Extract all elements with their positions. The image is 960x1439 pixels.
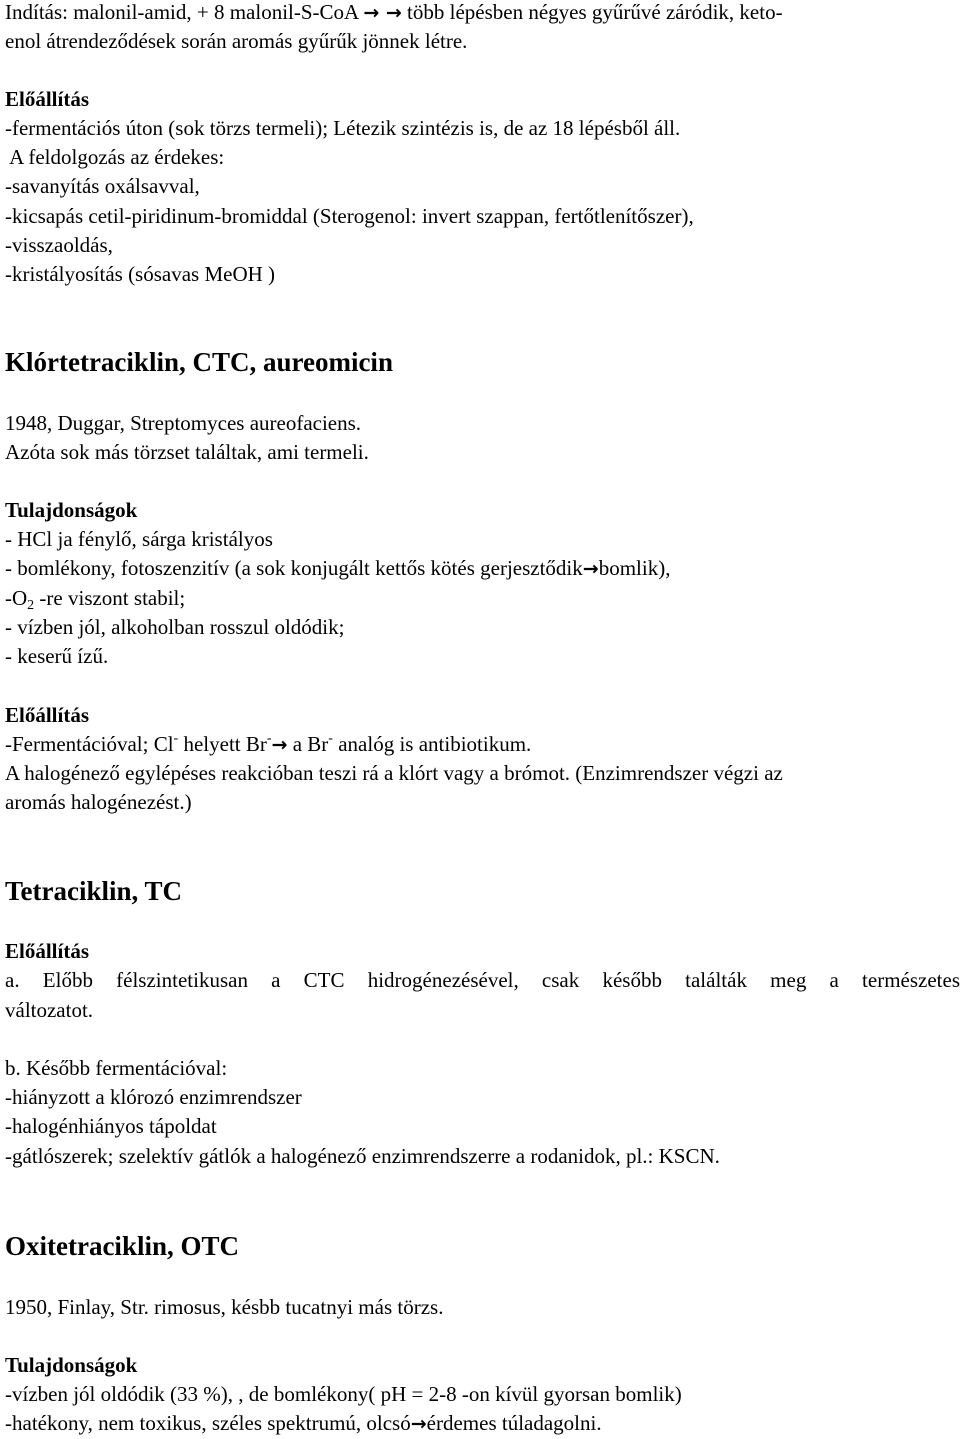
paragraph-line: -Fermentációval; Cl- helyett Br-→ a Br- analóg is antibiotikum. [5, 731, 532, 756]
intro-text-a: Indítás: malonil-amid, + 8 malonil-S-CoA [5, 0, 359, 24]
arrow-icon: → [582, 558, 599, 580]
intro-text-b: több lépésben négyes gyűrűvé záródik, keto- [407, 0, 783, 24]
paragraph-line: b. Később fermentációval: [5, 1056, 228, 1080]
intro-line-1 [5, 0, 960, 28]
arrow-icon: → → [363, 2, 402, 24]
superscript: - [328, 731, 333, 746]
paragraph-line: változatot. [5, 998, 94, 1022]
subscript: 2 [27, 598, 35, 613]
arrow-icon: → [271, 734, 288, 756]
arrow-icon: → [410, 1413, 427, 1435]
paragraph-line: A feldolgozás az érdekes: [5, 145, 225, 169]
property-line: -hatékony, nem toxikus, széles spektrumú, olcsó→érdemes túladagolni. [5, 1411, 602, 1435]
paragraph-line: -gátlószerek; szelektív gátlók a halogénező enzimrendszerre a rodanidok, pl.: KSCN. [5, 1144, 720, 1168]
paragraph-line: 1948, Duggar, Streptomyces aureofaciens. [5, 411, 362, 435]
superscript: - [173, 731, 179, 746]
section-heading-preparation: Előállítás [5, 703, 90, 727]
section-heading-properties: Tulajdonságok [5, 1353, 138, 1377]
paragraph-line: -kicsapás cetil-piridinum-bromiddal (Sterogenol: invert szappan, fertőtlenítőszer), [5, 204, 694, 228]
intro-line-2: enol átrendeződések során aromás gyűrűk jönnek létre. [5, 29, 468, 53]
section-title-ctc: Klórtetraciklin, CTC, aureomicin [5, 347, 393, 377]
paragraph-line: -savanyítás oxálsavval, [5, 174, 200, 198]
property-line: - keserű ízű. [5, 644, 109, 668]
section-heading-preparation: Előállítás [5, 87, 90, 111]
paragraph-line: a. Előbb félszintetikusan a CTC hidrogénezésével, csak később találták meg a természetes [5, 968, 960, 992]
paragraph-line: -visszaoldás, [5, 233, 113, 257]
paragraph-line: -hiányzott a klórozó enzimrendszer [5, 1085, 302, 1109]
paragraph-line: -kristályosítás (sósavas MeOH ) [5, 262, 276, 286]
paragraph-line: A halogénező egylépéses reakcióban teszi rá a klórt vagy a brómot. (Enzimrendszer végzi az [5, 761, 783, 785]
property-line: - vízben jól, alkoholban rosszul oldódik; [5, 615, 345, 639]
paragraph-line: aromás halogénezést.) [5, 790, 192, 814]
superscript: - [266, 731, 272, 746]
section-title-tc: Tetraciklin, TC [5, 876, 183, 906]
property-line: -vízben jól oldódik (33 %), , de bomlékony( pH = 2-8 -on kívül gyorsan bomlik) [5, 1382, 682, 1406]
paragraph-line: -fermentációs úton (sok törzs termeli); Létezik szintézis is, de az 18 lépésből áll. [5, 116, 681, 140]
paragraph-line: Azóta sok más törzset találtak, ami termeli. [5, 440, 369, 464]
property-line: - bomlékony, fotoszenzitív (a sok konjugált kettős kötés gerjesztődik→bomlik), [5, 556, 671, 580]
property-line: - HCl ja fénylő, sárga kristályos [5, 527, 273, 551]
section-heading-properties: Tulajdonságok [5, 498, 138, 522]
section-title-otc: Oxitetraciklin, OTC [5, 1231, 239, 1261]
paragraph-line: -halogénhiányos tápoldat [5, 1114, 217, 1138]
paragraph-line: 1950, Finlay, Str. rimosus, késbb tucatnyi más törzs. [5, 1295, 444, 1319]
property-line: $-O_2$ -re viszont stabil; [5, 586, 186, 613]
section-heading-preparation: Előállítás [5, 939, 90, 963]
